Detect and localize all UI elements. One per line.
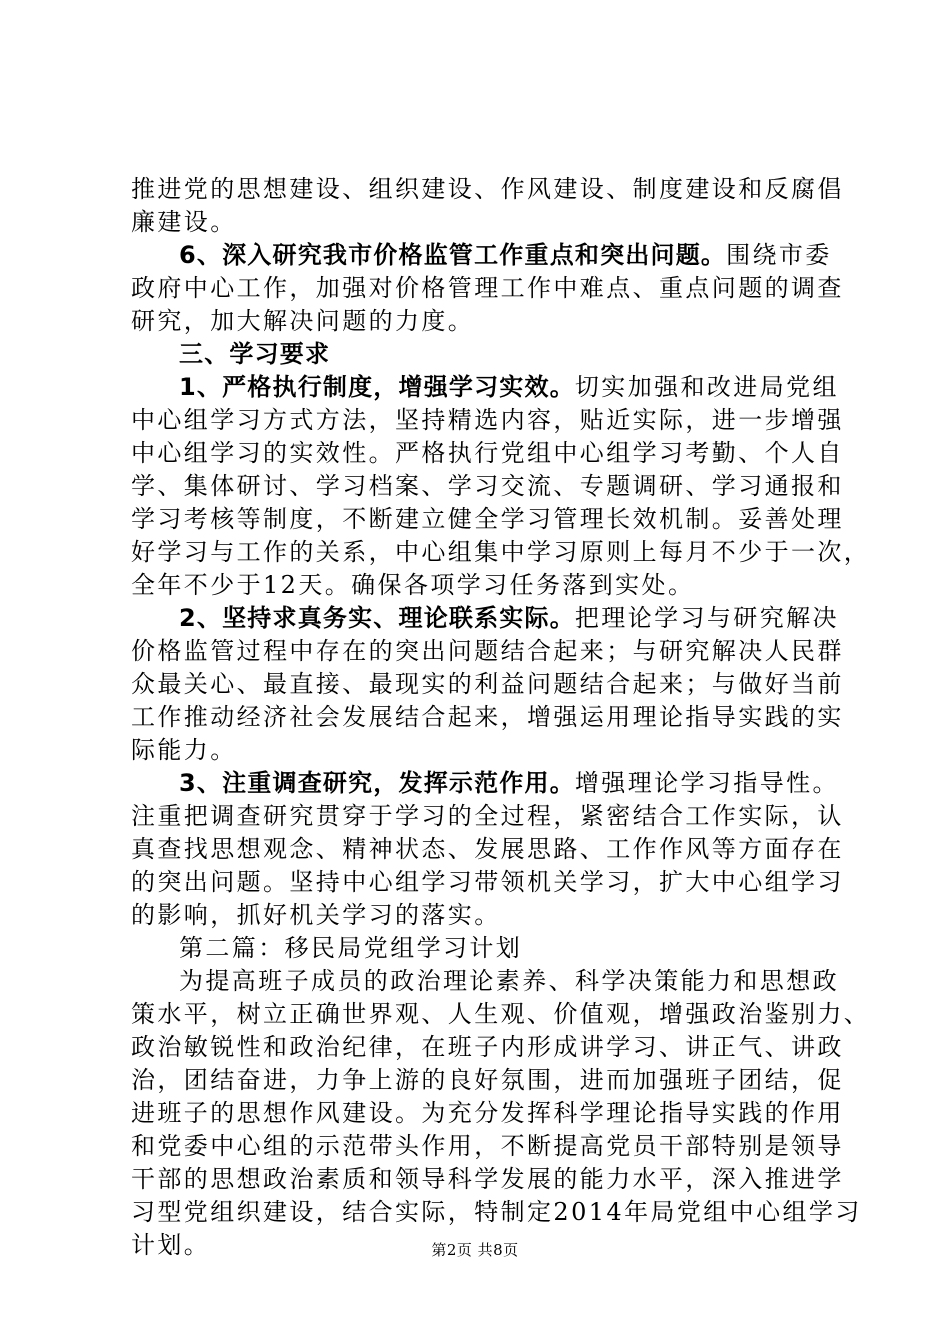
body-text: 研究，加大解决问题的力度。: [131, 307, 475, 335]
text-line: [131, 734, 831, 767]
bold-heading-text: 三、学习要求: [179, 340, 331, 368]
body-text: 价格监管过程中存在的突出问题结合起来；与研究解决人民群: [131, 637, 844, 665]
text-line: [131, 1064, 844, 1097]
body-text: 策水平，树立正确世界观、人生观、价值观，增强政治鉴别力、: [131, 1000, 871, 1028]
text-line: [131, 899, 831, 932]
text-line: [131, 206, 831, 239]
bold-heading-text: 1、严格执行制度，增强学习实效。: [179, 373, 575, 401]
body-text: 切实加强和改进局党组: [574, 373, 839, 401]
text-line: [131, 536, 871, 569]
body-text: 廉建设。: [131, 208, 237, 236]
body-text: 学、集体研讨、学习档案、学习交流、专题调研、学习通报和: [131, 472, 844, 500]
body-text: 中心组学习方式方法，坚持精选内容，贴近实际，进一步增强: [131, 406, 844, 434]
body-text: 际能力。: [131, 736, 237, 764]
bold-heading-text: 6、深入研究我市价格监管工作重点和突出问题。: [179, 241, 727, 269]
text-line: [131, 635, 844, 668]
body-text: 治，团结奋进，力争上游的良好氛围，进而加强班子团结，促: [131, 1066, 844, 1094]
text-line: [131, 833, 844, 866]
text-line: [131, 503, 844, 536]
text-line: [131, 701, 844, 734]
body-text: 和党委中心组的示范带头作用，不断提高党员干部特别是领导: [131, 1132, 844, 1160]
body-text: 好学习与工作的关系，中心组集中学习原则上每月不少于一次，: [131, 538, 871, 566]
text-line: [131, 602, 839, 635]
text-line: [131, 305, 831, 338]
body-text: 工作推动经济社会发展结合起来，增强运用理论指导实践的实: [131, 703, 844, 731]
body-text: 的突出问题。坚持中心组学习带领机关学习，扩大中心组学习: [131, 868, 844, 896]
text-line: [131, 239, 831, 272]
text-line: [131, 1130, 844, 1163]
body-text: 政府中心工作，加强对价格管理工作中难点、重点问题的调查: [131, 274, 844, 302]
text-line: [131, 470, 844, 503]
text-line: [131, 437, 844, 470]
body-text: 第二篇：移民局党组学习计划: [179, 934, 523, 962]
text-line: [131, 800, 844, 833]
page-number-footer: 第2页 共8页: [431, 1241, 519, 1259]
text-line: [131, 272, 844, 305]
body-text: 习型党组织建设，结合实际，特制定2014年局党组中心组学习: [131, 1198, 862, 1226]
text-line: [131, 1097, 844, 1130]
body-text: 注重把调查研究贯穿于学习的全过程，紧密结合工作实际，认: [131, 802, 844, 830]
text-line: [131, 338, 831, 371]
body-text: 中心组学习的实效性。严格执行党组中心组学习考勤、个人自: [131, 439, 844, 467]
body-text: 为提高班子成员的政治理论素养、科学决策能力和思想政: [179, 967, 839, 995]
text-line: [131, 404, 844, 437]
body-text: 进班子的思想作风建设。为充分发挥科学理论指导实践的作用: [131, 1099, 844, 1127]
text-line: [131, 866, 844, 899]
body-text: 把理论学习与研究解决: [574, 604, 839, 632]
text-line: [131, 371, 839, 404]
document-body: [131, 173, 871, 1262]
text-line: [131, 932, 831, 965]
body-text: 众最关心、最直接、最现实的利益问题结合起来；与做好当前: [131, 670, 844, 698]
body-text: 学习考核等制度，不断建立健全学习管理长效机制。妥善处理: [131, 505, 844, 533]
body-text: 政治敏锐性和政治纪律，在班子内形成讲学习、讲正气、讲政: [131, 1033, 844, 1061]
text-line: [131, 173, 844, 206]
bold-heading-text: 3、注重调查研究，发挥示范作用。: [179, 769, 575, 797]
body-text: 增强理论学习指导性。: [574, 769, 839, 797]
body-text: 全年不少于12天。确保各项学习任务落到实处。: [131, 571, 695, 599]
body-text: 的影响，抓好机关学习的落实。: [131, 901, 501, 929]
text-line: [131, 1196, 862, 1229]
text-line: [131, 767, 839, 800]
text-line: [131, 1031, 844, 1064]
body-text: 推进党的思想建设、组织建设、作风建设、制度建设和反腐倡: [131, 175, 844, 203]
text-line: [131, 965, 839, 998]
body-text: 计划。: [131, 1231, 211, 1259]
text-line: [131, 1163, 844, 1196]
text-line: [131, 668, 844, 701]
bold-heading-text: 2、坚持求真务实、理论联系实际。: [179, 604, 575, 632]
body-text: 真查找思想观念、精神状态、发展思路、工作作风等方面存在: [131, 835, 844, 863]
text-line: [131, 569, 831, 602]
body-text: 围绕市委: [726, 241, 832, 269]
body-text: 干部的思想政治素质和领导科学发展的能力水平，深入推进学: [131, 1165, 844, 1193]
text-line: [131, 998, 871, 1031]
